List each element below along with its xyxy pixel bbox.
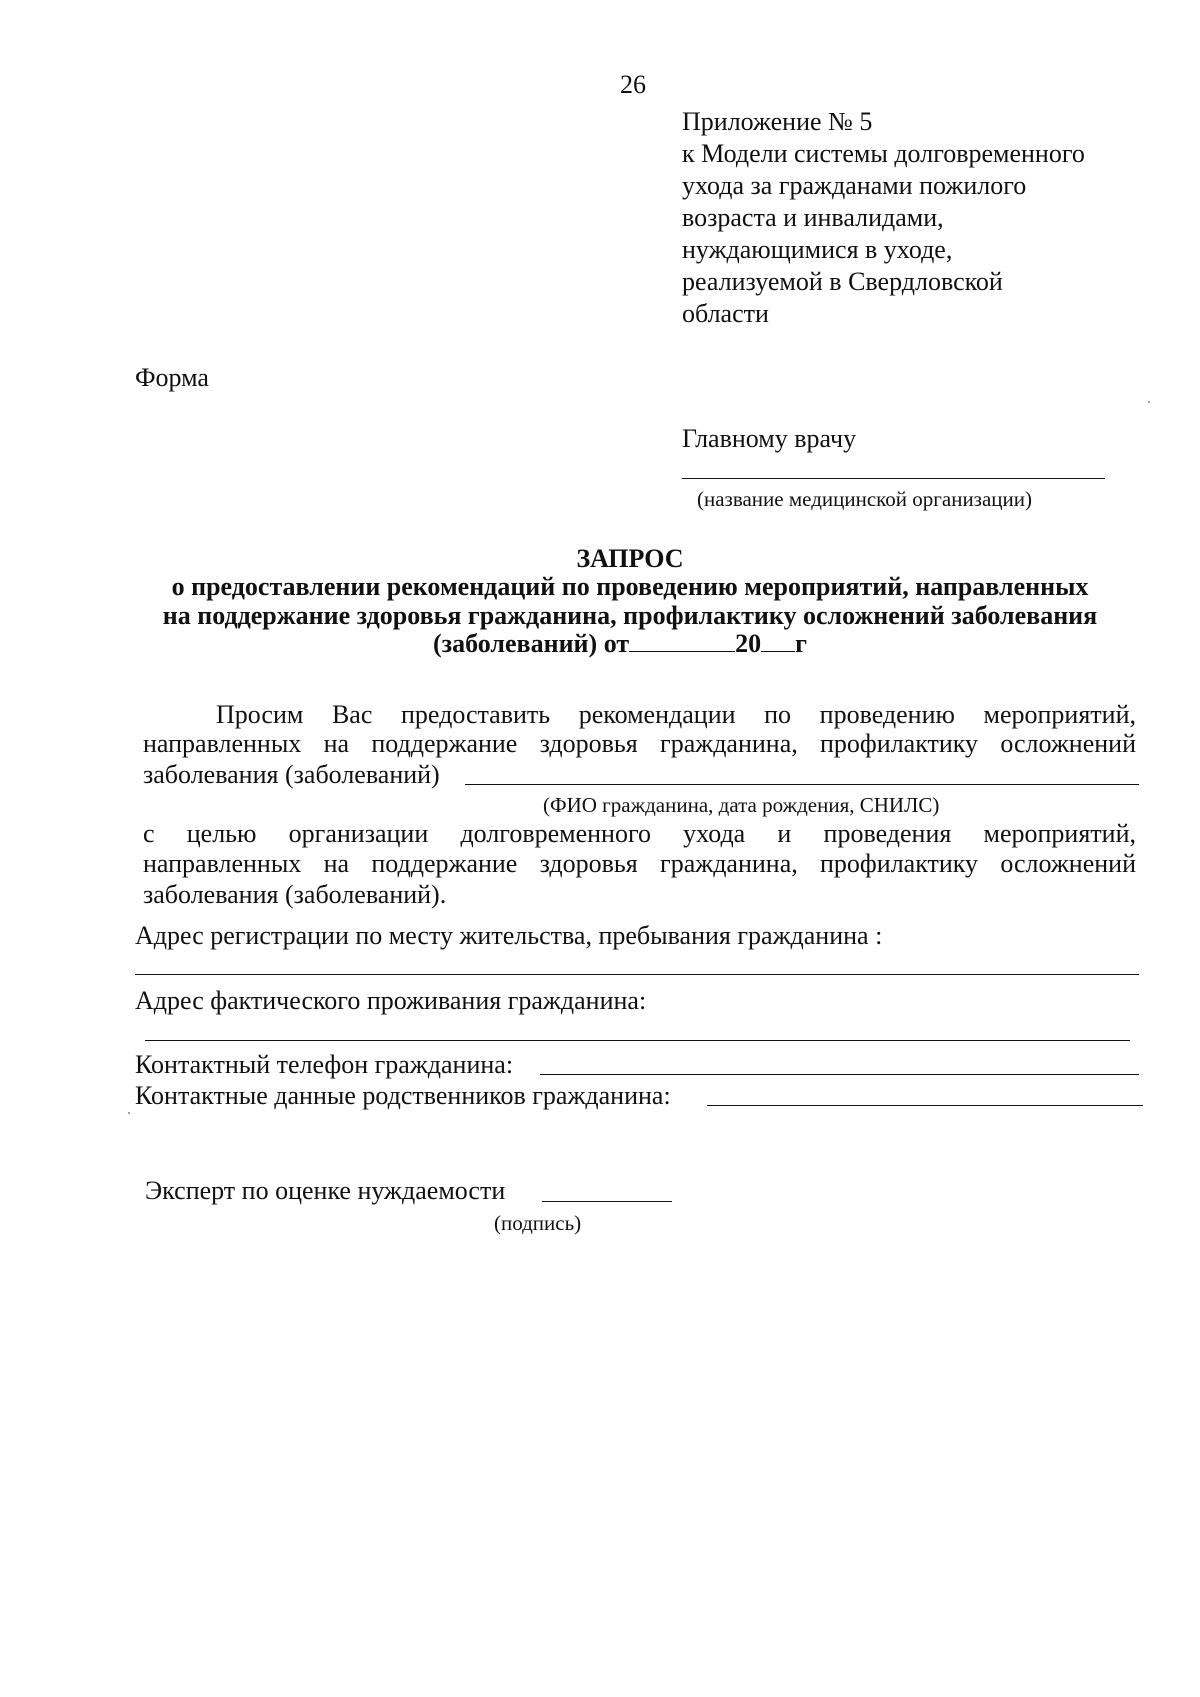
heading-year: 20 — [735, 629, 762, 658]
paragraph-line: Просим Вас предоставить рекомендации по проведению мероприятий, — [216, 700, 1136, 729]
appendix-line: ухода за гражданами пожилого — [682, 171, 1027, 200]
citizen-fio-field[interactable] — [465, 784, 1139, 785]
relatives-label: Контактные данные родственников гражданина: — [135, 1081, 671, 1110]
heading-line-start: (заболеваний) от — [433, 629, 630, 658]
scan-speck — [128, 1112, 130, 1114]
paragraph-line: направленных на поддержание здоровья гражданина, профилактику осложнений — [143, 729, 1136, 758]
organization-name-field[interactable] — [682, 478, 1105, 479]
paragraph-line: с целью организации долговременного ухода и проведения мероприятий, — [143, 819, 1136, 848]
phone-label: Контактный телефон гражданина: — [135, 1050, 514, 1079]
document-title: ЗАПРОС — [576, 544, 684, 573]
registration-address-label: Адрес регистрации по месту жительства, пребывания гражданина : — [135, 921, 883, 950]
appendix-line: реализуемой в Свердловской — [682, 267, 1003, 296]
signature-caption: (подпись) — [494, 1211, 582, 1235]
page-number: 26 — [620, 70, 646, 99]
heading-year-suffix: г — [795, 629, 807, 658]
paragraph-line: заболевания (заболеваний). — [143, 880, 447, 909]
appendix-block — [682, 106, 1085, 330]
form-label: Форма — [135, 363, 209, 392]
phone-field[interactable] — [540, 1074, 1139, 1075]
organization-caption: (название медицинской организации) — [697, 487, 1033, 511]
addressee-title: Главному врачу — [682, 424, 857, 453]
heading-line: о предоставлении рекомендаций по проведению мероприятий, направленных — [171, 572, 1089, 601]
appendix-line: области — [682, 299, 769, 328]
relatives-field[interactable] — [707, 1105, 1143, 1106]
expert-label: Эксперт по оценке нуждаемости — [145, 1176, 506, 1205]
paragraph-line: заболевания (заболеваний) — [143, 760, 440, 789]
scan-speck — [1148, 401, 1150, 403]
registration-address-field[interactable] — [135, 974, 1139, 975]
paragraph-line: направленных на поддержание здоровья гражданина, профилактику осложнений — [143, 849, 1136, 878]
appendix-line: возраста и инвалидами, — [682, 203, 944, 232]
date-year-field[interactable] — [761, 629, 795, 652]
appendix-line: к Модели системы долговременного — [682, 139, 1085, 168]
appendix-line: Приложение № 5 — [682, 107, 873, 136]
actual-address-field[interactable] — [145, 1040, 1130, 1041]
fio-caption: (ФИО гражданина, дата рождения, СНИЛС) — [543, 793, 940, 817]
signature-field[interactable] — [542, 1201, 672, 1202]
actual-address-label: Адрес фактического проживания гражданина: — [135, 986, 647, 1015]
appendix-line: нуждающимися в уходе, — [682, 235, 953, 264]
heading-date-line — [433, 629, 807, 659]
heading-line: на поддержание здоровья гражданина, профилактику осложнений заболевания — [162, 601, 1098, 630]
date-day-month-field[interactable] — [629, 629, 735, 652]
